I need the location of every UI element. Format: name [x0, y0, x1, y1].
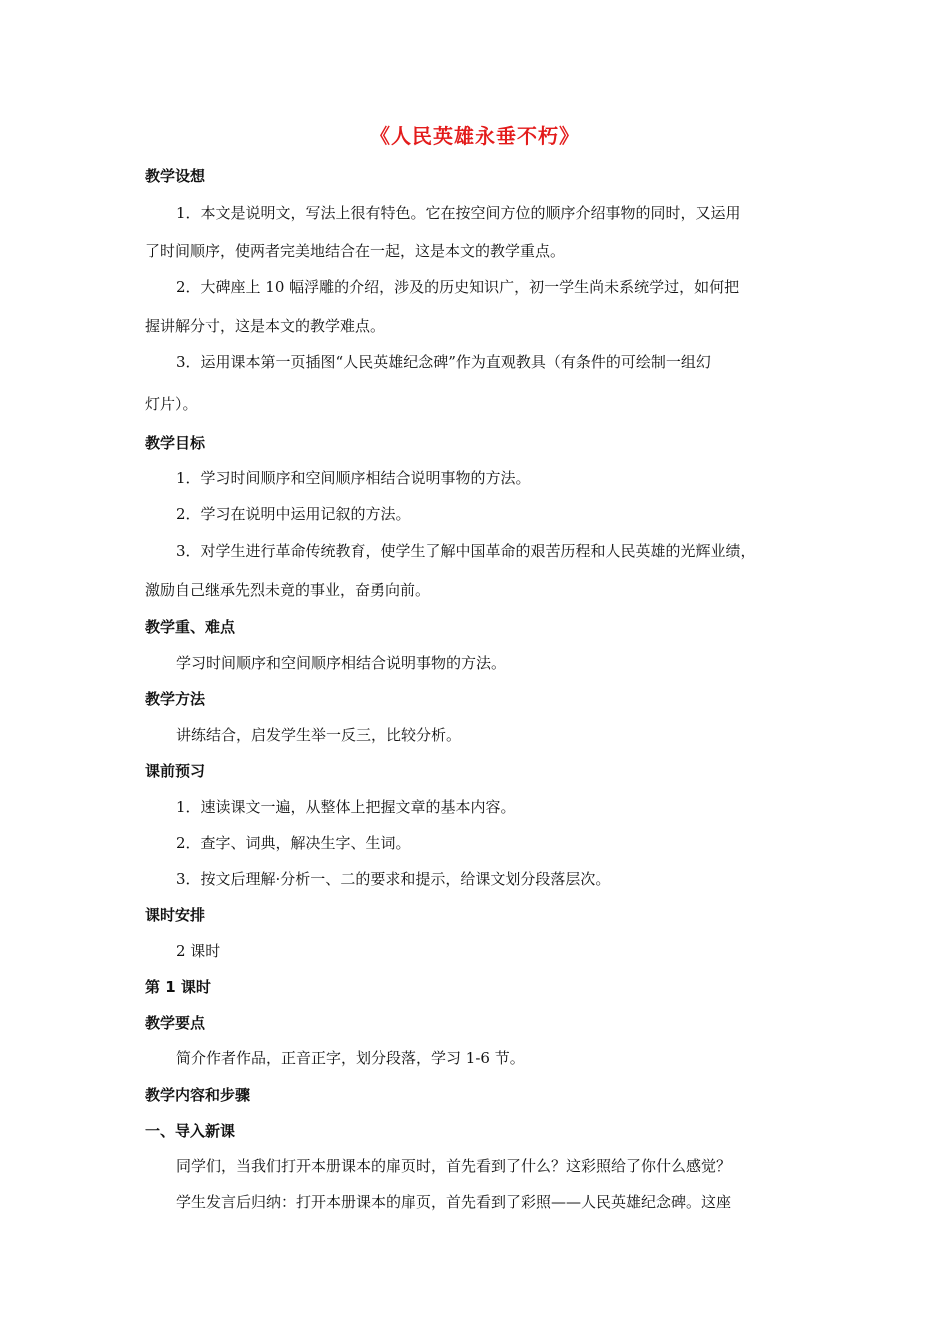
design-item-2-line-2: 握讲解分寸，这是本文的教学难点。 [145, 317, 386, 335]
schedule-text: 2 课时 [176, 942, 221, 960]
heading-lesson-1-steps: 教学内容和步骤 [145, 1086, 251, 1104]
preview-item-2: 2．查字、词典，解决生字、生词。 [176, 834, 411, 852]
key-points-text: 学习时间顺序和空间顺序相结合说明事物的方法。 [176, 654, 507, 672]
goals-item-3-line-1: 3．对学生进行革命传统教育，使学生了解中国革命的艰苦历程和人民英雄的光辉业绩， [176, 542, 756, 560]
heading-lesson-1-points: 教学要点 [145, 1014, 206, 1032]
design-item-3-line-2: 灯片）。 [145, 395, 198, 413]
heading-goals: 教学目标 [145, 434, 206, 452]
heading-preview: 课前预习 [145, 762, 206, 780]
heading-lesson-1: 第 1 课时 [145, 978, 211, 996]
intro-line-2: 学生发言后归纳：打开本册课本的扉页，首先看到了彩照——人民英雄纪念碑。这座 [176, 1193, 732, 1211]
heading-key-points: 教学重、难点 [145, 618, 236, 636]
document-title: 《人民英雄永垂不朽》 [370, 124, 580, 148]
goals-item-1: 1．学习时间顺序和空间顺序相结合说明事物的方法。 [176, 469, 531, 487]
goals-item-2: 2．学习在说明中运用记叙的方法。 [176, 505, 411, 523]
preview-item-3: 3．按文后理解·分析一、二的要求和提示，给课文划分段落层次。 [176, 870, 611, 888]
lesson-1-points-text: 简介作者作品，正音正字，划分段落，学习 1-6 节。 [176, 1049, 525, 1067]
design-item-3-line-1: 3．运用课本第一页插图“人民英雄纪念碑”作为直观教具（有条件的可绘制一组幻 [176, 353, 711, 371]
design-item-1-line-1: 1．本文是说明文，写法上很有特色。它在按空间方位的顺序介绍事物的同时，又运用 [176, 204, 741, 222]
goals-item-3-line-2: 激励自己继承先烈未竟的事业，奋勇向前。 [145, 581, 431, 599]
heading-design: 教学设想 [145, 167, 206, 185]
preview-item-1: 1．速读课文一遍，从整体上把握文章的基本内容。 [176, 798, 516, 816]
design-item-2-line-1: 2．大碑座上 10 幅浮雕的介绍，涉及的历史知识广，初一学生尚未系统学过，如何把 [176, 278, 740, 296]
methods-text: 讲练结合，启发学生举一反三，比较分析。 [176, 726, 462, 744]
intro-line-1: 同学们，当我们打开本册课本的扉页时，首先看到了什么？这彩照给了你什么感觉？ [176, 1157, 732, 1175]
heading-schedule: 课时安排 [145, 906, 206, 924]
design-item-1-line-2: 了时间顺序，使两者完美地结合在一起，这是本文的教学重点。 [145, 242, 566, 260]
heading-intro: 一、导入新课 [145, 1122, 236, 1140]
heading-methods: 教学方法 [145, 690, 206, 708]
